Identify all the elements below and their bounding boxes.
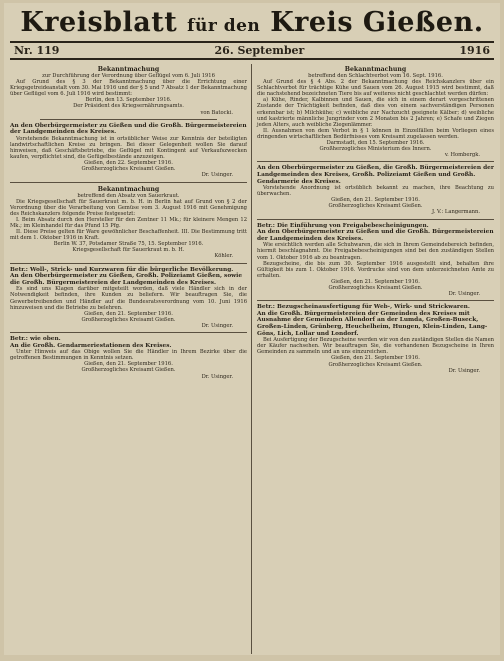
left-column (10, 64, 247, 654)
address-heading: An den Oberbürgermeister zu Gießen, Großh. Polizeiamt Gießen, sowie die Großh. Bürgermeistereien der Landgemeinden des Kreises. (10, 273, 243, 286)
paragraph: Es sind uns Klagen darüber mitgeteilt worden, daß viele Händler sich in der Notwendigkeit befinden, ihre Kunden zu beliefern. Wir beauftragen Sie, die Gewerbetreibenden und Händler auf die Bundesratsverordnung vom 10. Juni 1916 hinzuweisen und die Betriebe zu belehren. (10, 286, 247, 311)
centered-line: Gießen, den 21. September 1916. (331, 197, 420, 204)
masthead-title-part2: für den (187, 16, 261, 36)
paragraph: Vorstehende Bekanntmachung ist in ortsüblicher Weise zur Kenntnis der beteiligten landwirtschaftlichen Kreise zu bringen. Bei dieser Gelegenheit wollen Sie darauf hinweisen, daß Geschäftsbetriebe, die Geflügel mit Kontingent auf Verkaufszwecken kaufen, verpflichtet sind, die Gefügelbestände anzuzeigen. (10, 135, 247, 161)
section-subheading: betreffend den Absatz von Sauerkraut. (77, 192, 180, 199)
address-heading: An den Oberbürgermeister zu Gießen, die Großh. Bürgermeistereien der Landgemeinden des Kreises, Großh. Polizeiamt Gießen und Großh. Gendarmerie des Kreises. (257, 165, 494, 185)
signature: Köhler. (214, 253, 233, 260)
paragraph: Bei Ausfertigung der Bezugscheine werden wir von den zuständigen Stellen die Namen der Käufer nachsehen. Wir beauftragen Sie, die vorhandenen Bezugscheine in Ihren Gemeinden zu sammeln und an uns einzureichen. (257, 337, 494, 356)
right-column (251, 64, 494, 654)
centered-line: Der Präsident des Kriegsernährungsamts. (73, 103, 184, 110)
address-heading: An den Oberbürgermeister zu Gießen und die Großh. Bürgermeistereien der Landgemeinden des Kreises. (257, 229, 494, 242)
paragraph: Vorstehende Anordnung ist ortsüblich bekannt zu machen, ihre Beachtung zu überwachen. (257, 185, 494, 198)
centered-line: Gießen, den 21. September 1916. (84, 361, 173, 368)
section-heading: Bekanntmachung (344, 66, 407, 73)
centered-line: Berlin, den 13. September 1916. (85, 97, 172, 104)
section-divider (10, 182, 247, 183)
centered-line: Großherzogliches Kreisamt Gießen. (328, 361, 423, 368)
issue-year: 1916 (459, 44, 490, 57)
signature: v. Hombergk. (444, 152, 480, 159)
centered-line: Berlin W. 37, Potsdamer Straße 75, 15. September 1916. (53, 241, 204, 248)
signature: J. V.: Langermann. (432, 209, 480, 216)
section-divider (10, 332, 247, 333)
paragraph: Auf Grund des § 3 der Bekanntmachung über die Errichtung einer Kriegsgetreideanstalt vom 30. Mai 1916 und der § 5 und 7 Absatz 1 der Bekanntmachung über Geflügel vom 6. Juli 1916 wird bestimmt: (10, 79, 247, 98)
address-heading: An den Oberbürgermeister zu Gießen und die Großh. Bürgermeistereien der Landgemeinden des Kreises. (10, 122, 247, 136)
masthead (4, 3, 500, 41)
centered-line: Großherzogliches Kreisamt Gießen. (328, 285, 423, 291)
issue-date: 26. September (214, 44, 305, 57)
centered-line: Gießen, den 21. September 1916. (84, 310, 173, 317)
masthead-title-part1: Kreisblatt (20, 7, 178, 38)
signature: Dr. Usinger. (448, 367, 480, 374)
columns (10, 64, 494, 654)
paragraph: II. Diese Preise gelten für Ware gewöhnlicher Beschaffenheit. III. Die Bestimmung tritt mit dem 1. Oktober 1916 in Kraft. (10, 229, 247, 242)
paragraph: Auf Grund des § 4 Abs. 2 der Bekanntmachung des Reichskanzlers über ein Schlachtverbot für trächtige Kühe und Sauen vom 26. August 1915 wird bestimmt, daß die nachstehend bezeichneten Tiere bis auf weiteres nicht geschlachtet werden dürfen: (257, 79, 494, 98)
centered-line: Großherzogliches Ministerium des Innern. (319, 146, 432, 153)
centered-line: Großherzogliches Kreisamt Gießen. (81, 166, 176, 173)
masthead-title-part3: Kreis Gießen. (270, 7, 484, 38)
newspaper-page (4, 3, 500, 655)
section-heading: Bekanntmachung (97, 66, 160, 73)
centered-line: Gießen, den 21. September 1916. (331, 278, 420, 285)
centered-line: Großherzogliches Kreisamt Gießen. (328, 203, 423, 210)
signature: Dr. Usinger. (201, 322, 233, 329)
centered-line: Kriegsgesellschaft für Sauerkraut m. b. H. (72, 247, 185, 254)
signature: von Batocki. (200, 109, 233, 116)
paragraph: Die Kriegsgesellschaft für Sauerkraut m. b. H. in Berlin hat auf Grund von § 2 der Verordnung über die Verarbeitung von Gemüse vom 3. August 1916 mit Genehmigung des Reichskanzlers folgende Preise festgesetzt: (10, 198, 247, 217)
centered-line: Großherzogliches Kreisamt Gießen. (81, 316, 176, 323)
address-heading: Betr.: wie oben. (10, 335, 61, 342)
issue-number: Nr. 119 (14, 44, 60, 57)
centered-line: Großherzogliches Kreisamt Gießen. (81, 367, 176, 374)
address-heading: Betr.: Bezugscheinausfertigung für Web-, Wirk- und Strickwaren. (257, 304, 470, 311)
centered-line: Darmstadt, den 15. September 1916. (326, 140, 425, 147)
section-subheading: betreffend den Schlachtverbot vom 16. Sept. 1916. (308, 73, 443, 79)
paragraph: a) Kühe, Rinder, Kalbinnen und Sauen, die sich in einem derart vorgeschrittenen Zustande der Trächtigkeit befinden, daß dies von einem sachverständigen Personen erkennbar ist; b) Milchkühe; c) weibliche zur Nachzucht geeignete Kälber; d) weibliche und kastrierte männliche Jungrinder vom 2 Monaten bis 2 Jahren; e) Schafe und Ziegen jeden Alters, auch weibliche Ziegenlämmer. (257, 97, 494, 128)
section-subheading: zur Durchführung der Verordnung über Geflügel vom 6. Juli 1916 (42, 73, 215, 79)
signature: Dr. Usinger. (201, 373, 233, 380)
paragraph: I. Beim Absatz durch den Hersteller für den Zentner 11 Mk.; für kleinere Mengen 12 Mk.; im Kleinhandel für das Pfund 15 Pfg. (10, 216, 247, 229)
section-divider (257, 300, 494, 301)
dateline (10, 41, 494, 60)
address-heading: An die Großh. Gendarmeriestationen des Kreises. (10, 342, 172, 349)
section-divider (257, 219, 494, 220)
paragraph: Bezugscheine, die bis zum 30. September 1916 ausgestellt sind, behalten ihre Gültigkeit bis zum 1. Oktober 1916. Vordrucke sind von dem unterzeichneten Amte zu erhalten. (257, 260, 494, 279)
centered-line: Gießen, den 22. September 1916. (84, 160, 173, 167)
paragraph: Wie ersichtlich werden alle Schuhwaren, die sich in Ihrem Gemeindebereich befinden, hiermit beschlagnahmt. Die Freigabebescheinigungen sind bei den zuständigen Stellen vom 1. Oktober 1916 ab zu beantragen. (257, 242, 494, 261)
section-heading: Bekanntmachung (97, 185, 160, 193)
centered-line: Gießen, den 21. September 1916. (331, 355, 420, 362)
signature: Dr. Usinger. (201, 172, 233, 179)
section-divider (257, 161, 494, 162)
address-heading: Betr.: Woll-, Strick- und Kurzwaren für die bürgerliche Bevölkerung. (10, 266, 234, 273)
paragraph: Unter Hinweis auf das Obige wollen Sie die Händler in Ihrem Bezirke über die getroffenen Bestimmungen in Kenntnis setzen. (10, 349, 247, 362)
short-divider (40, 119, 217, 120)
signature: Dr. Usinger. (448, 291, 480, 298)
address-heading: Betr.: Die Einführung von Freigabebescheinigungen. (257, 222, 429, 229)
section-divider (10, 263, 247, 264)
paragraph: II. Ausnahmen von dem Verbot in § 1 können in Einzelfällen beim Vorliegen eines dringenden wirtschaftlichen Bedürfnisses vom Kreisamt zugelassen werden. (257, 127, 494, 140)
address-heading: An die Großh. Bürgermeistereien der Gemeinden des Kreises mit Ausnahme der Gemeinden Allendorf an der Lumda, Großen-Buseck, Großen-Linden, Grünberg, Heuchelheim, Hungen, Klein-Linden, Lang-Göns, Lich, Lollar und Londorf. (257, 310, 488, 337)
